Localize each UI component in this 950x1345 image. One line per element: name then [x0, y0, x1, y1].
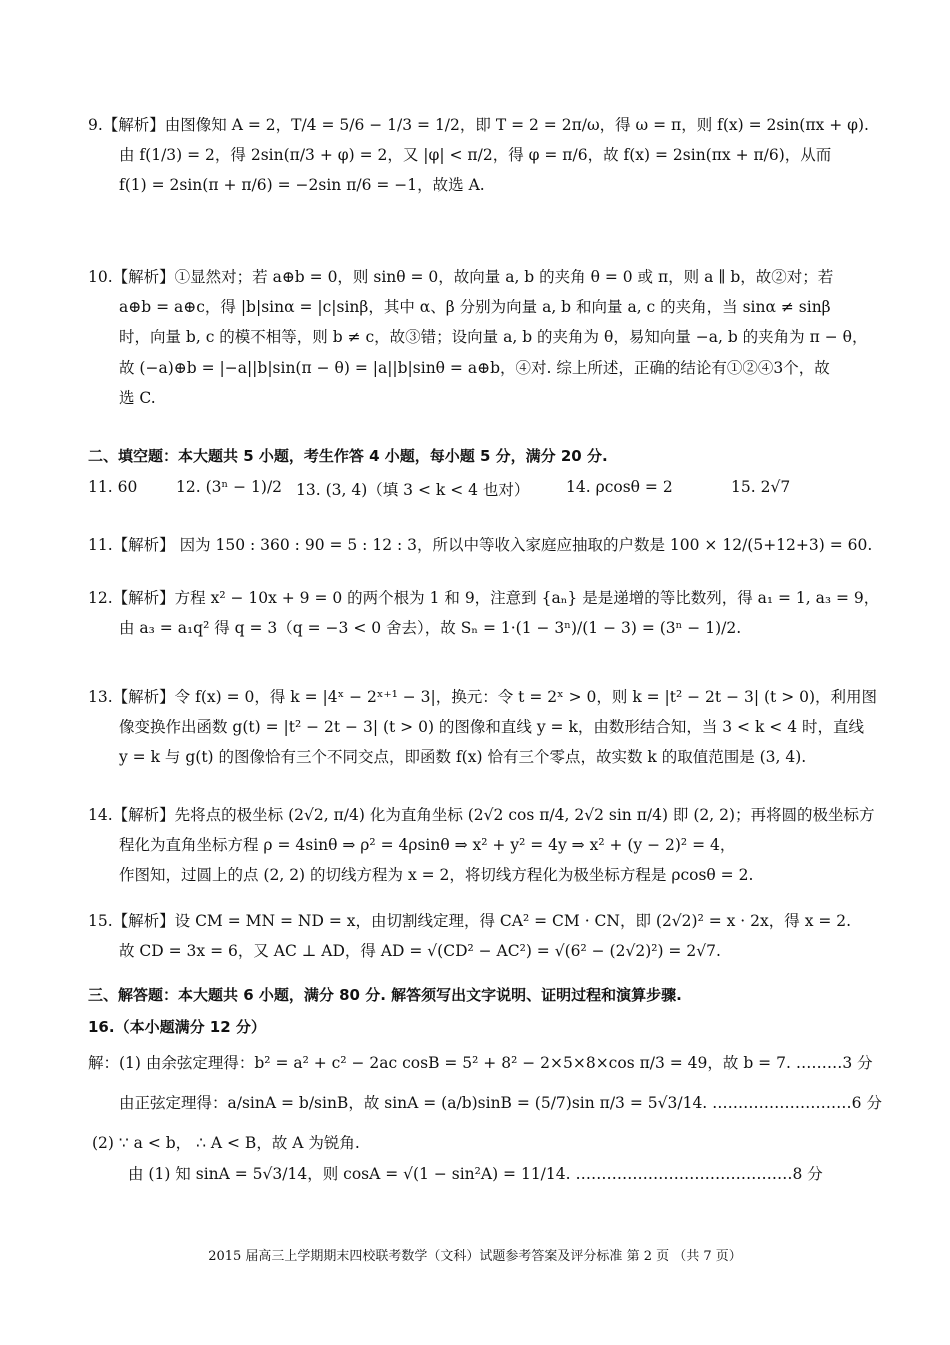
- solution-14: [88, 800, 875, 891]
- solution-13-line-1: 13.【解析】令 f(x) = 0，得 k = |4ˣ − 2ˣ⁺¹ − 3|，换元：令 t = 2ˣ > 0，则 k = |t² − 2t − 3| (t > 0)，利用图: [88, 688, 878, 706]
- solution-16-line-1: 解：(1) 由余弦定理得：b² = a² + c² − 2ac cosB = 5² + 8² − 2×5×8×cos π/3 = 49，故 b = 7. ………3 分: [88, 1054, 873, 1072]
- solution-9-line-3: f(1) = 2sin(π + π/6) = −2sin π/6 = −1，故选 A.: [119, 176, 485, 195]
- solution-13: [88, 682, 878, 773]
- solution-12-line-1: 12.【解析】方程 x² − 10x + 9 = 0 的两个根为 1 和 9，注意到 {aₙ} 是是递增的等比数列，得 a₁ = 1, a₃ = 9，: [88, 589, 880, 607]
- answer-15: 15. 2√7: [731, 478, 791, 496]
- solution-9: [88, 110, 868, 201]
- solution-14-line-3: 作图知，过圆上的点 (2, 2) 的切线方程为 x = 2，将切线方程化为极坐标方程是 ρcosθ = 2.: [119, 866, 754, 885]
- answer-11: 11. 60: [88, 478, 138, 496]
- answer-14: 14. ρcosθ = 2: [566, 478, 673, 496]
- section-2-heading: 二、填空题：本大题共 5 小题，考生作答 4 小题，每小题 5 分，满分 20 分.: [88, 447, 608, 465]
- solution-16: [88, 1048, 882, 1189]
- solution-9-line-1: 9.【解析】由图像知 A = 2，T/4 = 5/6 − 1/3 = 1/2，即 T = 2 = 2π/ω，得 ω = π，则 f(x) = 2sin(πx + φ).: [88, 116, 869, 134]
- section-3-heading: 三、解答题：本大题共 6 小题，满分 80 分. 解答须写出文字说明、证明过程和演算步骤.: [88, 986, 682, 1004]
- solution-10-line-2: a⊕b = a⊕c，得 |b|sinα = |c|sinβ，其中 α、β 分别为向量 a, b 和向量 a, c 的夹角，当 sinα ≠ sinβ: [119, 298, 831, 317]
- solution-15: [88, 906, 868, 966]
- solution-16-line-3: (2) ∵ a < b， ∴ A < B，故 A 为锐角.: [92, 1134, 360, 1153]
- solution-11-line-1: 11.【解析】 因为 150 : 360 : 90 = 5 : 12 : 3，所以中等收入家庭应抽取的户数是 100 × 12/(5+12+3) = 60.: [88, 536, 873, 554]
- solution-10-line-4: 故 (−a)⊕b = |−a||b|sin(π − θ) = |a||b|sinθ = a⊕b，④对. 综上所述，正确的结论有①②④3个，故: [119, 358, 830, 377]
- solution-15-line-2: 故 CD = 3x = 6，又 AC ⊥ AD，得 AD = √(CD² − AC²) = √(6² − (2√2)²) = 2√7.: [119, 942, 721, 961]
- fill-in-answers: [88, 478, 868, 500]
- solution-11: [88, 530, 873, 560]
- solution-12: [88, 583, 880, 643]
- answer-13: 13. (3, 4)（填 3 < k < 4 也对）: [296, 481, 530, 499]
- solution-10: [88, 262, 868, 413]
- solution-14-line-2: 程化为直角坐标方程 ρ = 4sinθ ⇒ ρ² = 4ρsinθ ⇒ x² + y² = 4y ⇒ x² + (y − 2)² = 4，: [119, 836, 736, 855]
- solution-10-line-5: 选 C.: [119, 388, 156, 407]
- answer-12: 12. (3ⁿ − 1)/2: [176, 478, 283, 496]
- solution-14-line-1: 14.【解析】先将点的极坐标 (2√2, π/4) 化为直角坐标 (2√2 cos π/4, 2√2 sin π/4) 即 (2, 2)；再将圆的极坐标方: [88, 806, 875, 824]
- solution-16-line-2: 由正弦定理得：a/sinA = b/sinB，故 sinA = (a/b)sinB = (5/7)sin π/3 = 5√3/14. ………………………6 分: [119, 1094, 882, 1113]
- solution-13-line-3: y = k 与 g(t) 的图像恰有三个不同交点，即函数 f(x) 恰有三个零点，故实数 k 的取值范围是 (3, 4).: [119, 748, 807, 767]
- solution-16-line-4: 由 (1) 知 sinA = 5√3/14，则 cosA = √(1 − sin²A) = 11/14. ……………………………………8 分: [128, 1164, 823, 1183]
- solution-9-line-2: 由 f(1/3) = 2，得 2sin(π/3 + φ) = 2，又 |φ| < π/2，得 φ = π/6，故 f(x) = 2sin(πx + π/6)，从而: [119, 146, 832, 165]
- solution-10-line-1: 10.【解析】①显然对；若 a⊕b = 0，则 sinθ = 0，故向量 a, b 的夹角 θ = 0 或 π，则 a ∥ b，故②对；若: [88, 268, 834, 286]
- solution-12-line-2: 由 a₃ = a₁q² 得 q = 3（q = −3 < 0 舍去），故 Sₙ = 1·(1 − 3ⁿ)/(1 − 3) = (3ⁿ − 1)/2.: [119, 619, 742, 638]
- solution-10-line-3: 时，向量 b, c 的模不相等，则 b ≠ c，故③错；设向量 a, b 的夹角为 θ，易知向量 −a, b 的夹角为 π − θ，: [119, 328, 868, 347]
- page-footer: 2015 届高三上学期期末四校联考数学（文科）试题参考答案及评分标准 第 2 页 （共 7 页）: [208, 1249, 742, 1264]
- solution-15-line-1: 15.【解析】设 CM = MN = ND = x，由切割线定理，得 CA² = CM · CN，即 (2√2)² = x · 2x，得 x = 2.: [88, 912, 852, 930]
- problem-16-heading: 16.（本小题满分 12 分）: [88, 1018, 266, 1036]
- solution-13-line-2: 像变换作出函数 g(t) = |t² − 2t − 3| (t > 0) 的图像和直线 y = k，由数形结合知，当 3 < k < 4 时，直线: [119, 718, 864, 737]
